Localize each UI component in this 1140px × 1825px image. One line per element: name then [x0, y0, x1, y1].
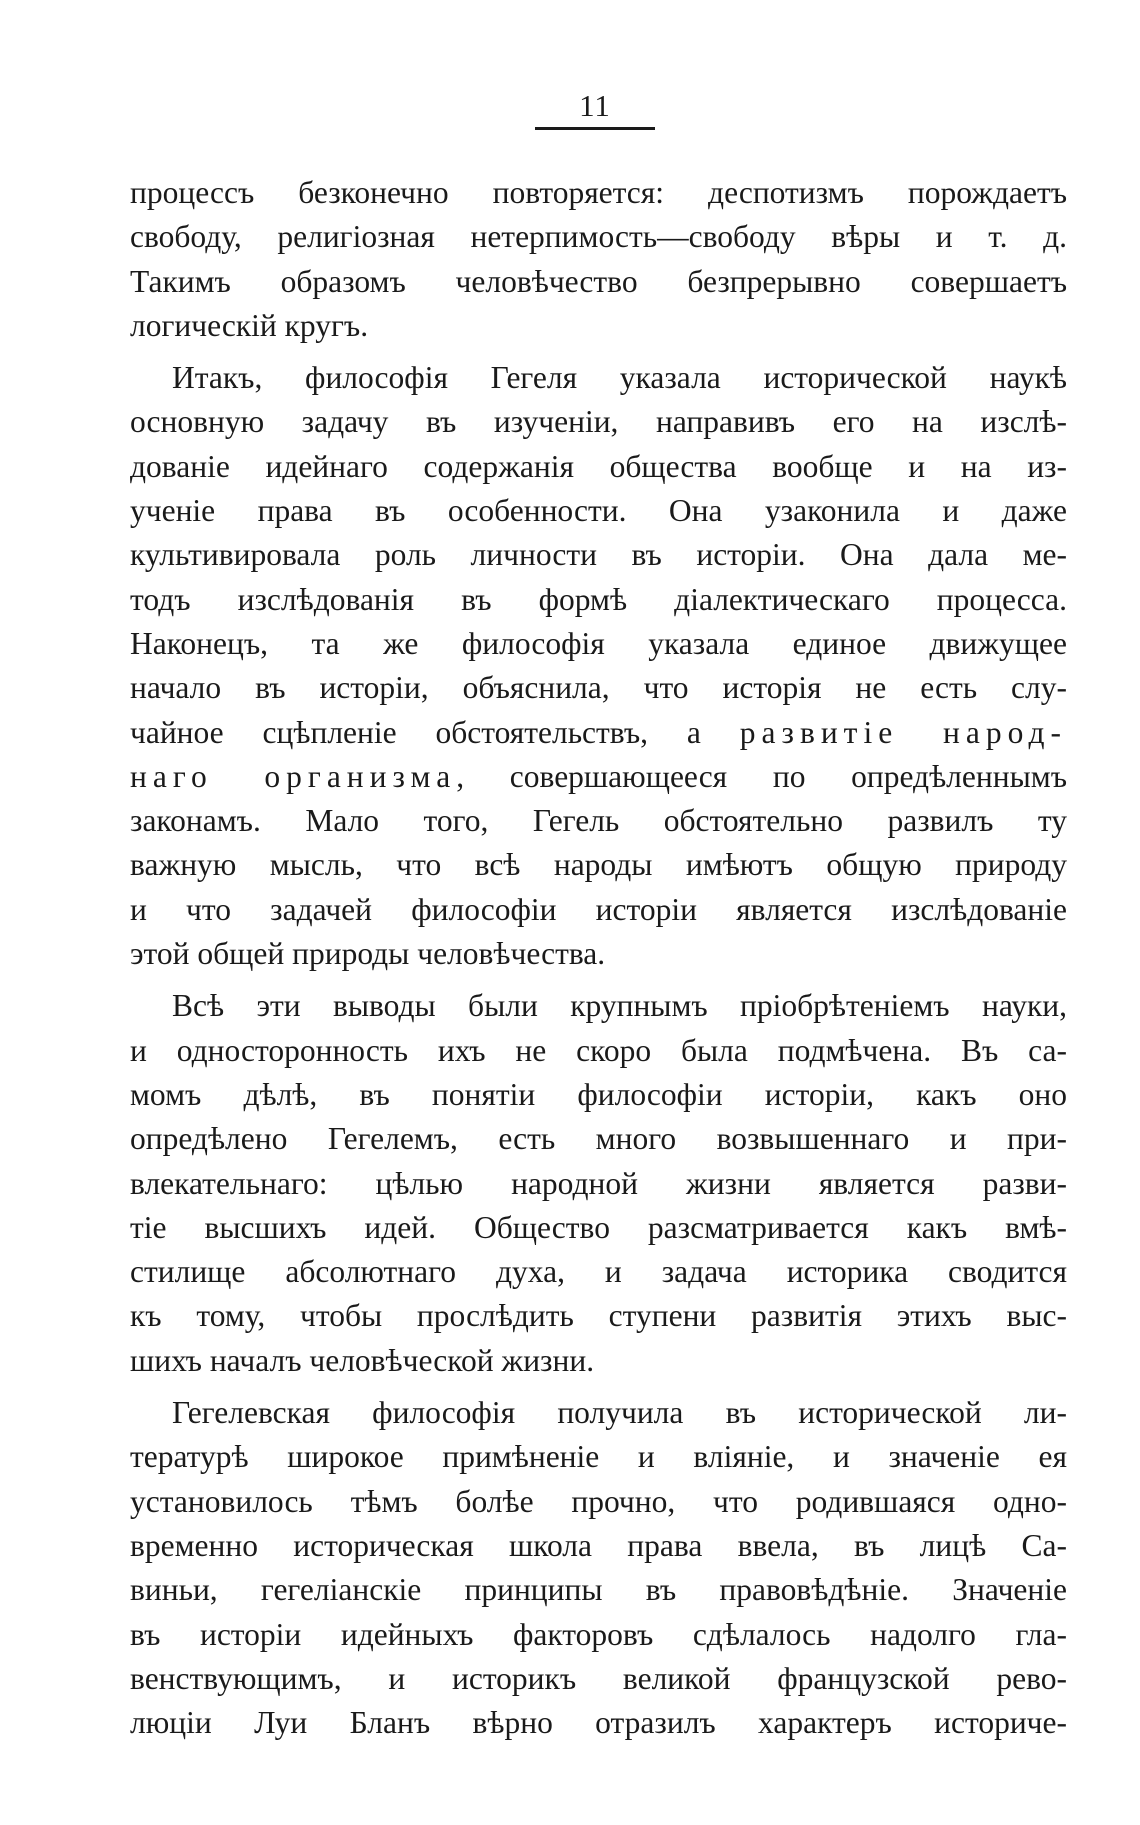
text-line-mixed [130, 711, 1067, 755]
text-line: момъ дѣлѣ, въ понятiи философiи исторiи, какъ оно [130, 1076, 1067, 1112]
text-line: опредѣлено Гегелемъ, есть много возвышеннаго и при- [130, 1121, 1067, 1157]
text-line: Наконецъ, та же философiя указала единое движущее [130, 625, 1067, 661]
text-line: и что задачей философiи исторiи является изслѣдованiе [130, 891, 1067, 927]
text-line: стилище абсолютнаго духа, и задача историка сводится [130, 1254, 1067, 1290]
paragraph-4 [130, 1391, 1067, 1745]
text-line: тiе высшихъ идей. Общество разсматривается какъ вмѣ- [130, 1209, 1067, 1245]
text-run: , совершающееся по опредѣленнымъ [456, 758, 1067, 794]
text-line: дованiе идейнаго содержанiя общества вообще и на из- [130, 448, 1067, 484]
text-line: Такимъ образомъ человѣчество безпрерывно совершаетъ [130, 263, 1067, 299]
text-line: законамъ. Мало того, Гегель обстоятельно развилъ ту [130, 803, 1067, 839]
text-line: люцiи Луи Бланъ вѣрно отразилъ характеръ историче- [130, 1705, 1067, 1741]
paragraph-3 [130, 984, 1067, 1383]
page-number-rule [535, 127, 655, 130]
text-line: ученiе права въ особенности. Она узаконила и даже [130, 493, 1067, 529]
spaced-emphasis: развитiе народ- [739, 714, 1067, 750]
text-line-mixed [130, 755, 1067, 799]
text-line: свободу, религiозная нетерпимость—свободу вѣры и т. д. [130, 219, 1067, 255]
text-line: влекательнаго: цѣлью народной жизни является разви- [130, 1165, 1067, 1201]
text-line: тературѣ широкое примѣненiе и влiянiе, и значенiе ея [130, 1439, 1067, 1475]
body-text [130, 171, 1067, 1745]
text-line: венствующимъ, и историкъ великой французской рево- [130, 1660, 1067, 1696]
text-line: шихъ началъ человѣческой жизни. [130, 1342, 595, 1378]
paragraph-gap [130, 1383, 1067, 1391]
page-number: 11 [579, 88, 611, 123]
text-line: логическiй кругъ. [130, 307, 369, 343]
text-line: начало въ исторiи, объяснила, что исторiя не есть слу- [130, 670, 1067, 706]
text-line: установилось тѣмъ болѣе прочно, что родившаяся одно- [130, 1483, 1067, 1519]
text-run: чайное сцѣпленiе обстоятельствъ, а [130, 714, 740, 750]
text-line: и односторонность ихъ не скоро была подмѣчена. Въ са- [130, 1032, 1067, 1068]
text-line: Итакъ, философiя Гегеля указала исторической наукѣ [172, 360, 1067, 396]
paragraph-1 [130, 171, 1067, 348]
paragraph-gap [130, 976, 1067, 984]
text-line: въ исторiи идейныхъ факторовъ сдѣлалось надолго гла- [130, 1616, 1067, 1652]
text-line: основную задачу въ изученiи, направивъ его на изслѣ- [130, 404, 1067, 440]
text-line: Гегелевская философiя получила въ исторической ли- [172, 1395, 1067, 1431]
text-line: процессъ безконечно повторяется: деспотизмъ порождаетъ [130, 175, 1067, 210]
text-line: важную мысль, что всѣ народы имѣютъ общую природу [130, 847, 1067, 883]
text-line: къ тому, чтобы прослѣдить ступени развитiя этихъ выс- [130, 1298, 1067, 1334]
text-line: этой общей природы человѣчества. [130, 936, 606, 972]
text-line: Всѣ эти выводы были крупнымъ прiобрѣтенiемъ науки, [172, 988, 1067, 1024]
text-line: тодъ изслѣдованiя въ формѣ дiалектическаго процесса. [130, 581, 1067, 617]
text-line: культивировала роль личности въ исторiи. Она дала ме- [130, 537, 1067, 573]
paragraph-2 [130, 356, 1067, 976]
text-line: временно историческая школа права ввела, въ лицѣ Са- [130, 1527, 1067, 1563]
paragraph-gap [130, 348, 1067, 356]
spaced-emphasis: наго организма [130, 758, 457, 794]
text-line: виньи, гегелiанскiе принципы въ правовѣдѣнiе. Значенiе [130, 1572, 1067, 1608]
